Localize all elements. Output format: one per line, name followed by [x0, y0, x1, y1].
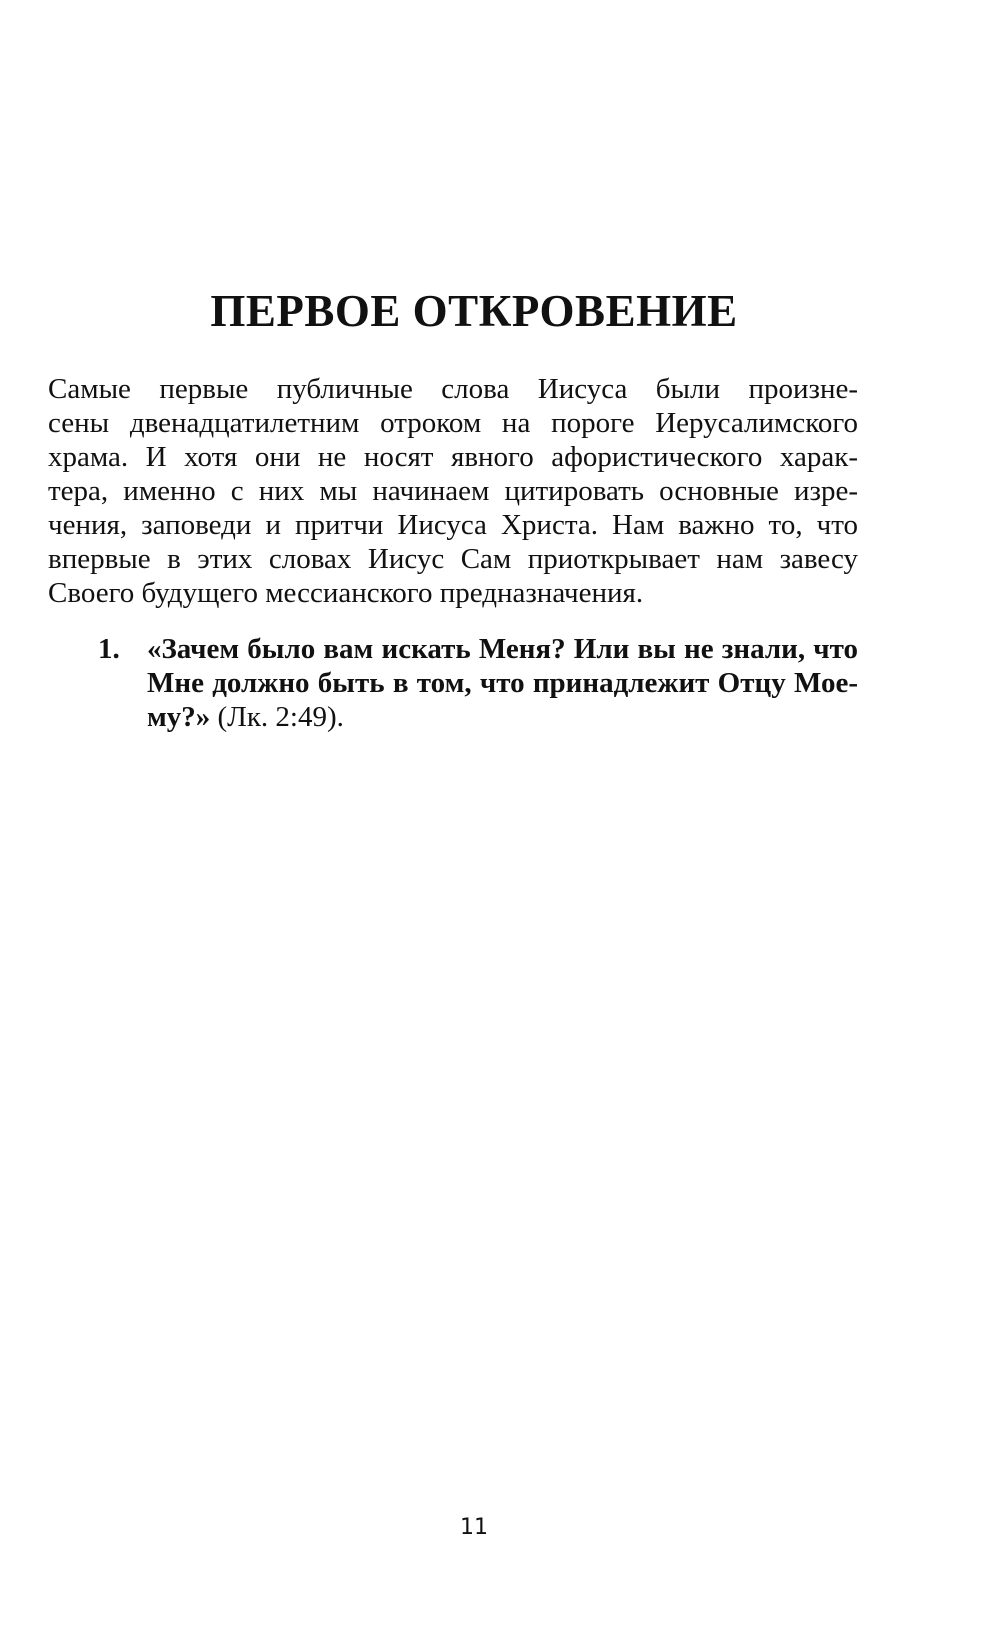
quote-last-line — [147, 700, 858, 734]
quote-reference: (Лк. 2:49). — [210, 701, 344, 733]
quote-text-end: му?» — [147, 701, 211, 733]
quote-line: Мне должно быть в том, что принадлежит Отцу Мое- — [147, 667, 858, 699]
paragraph-line: храма. И хотя они не носят явного афористического харак- — [48, 441, 858, 473]
paragraph-line: сены двенадцатилетним отроком на пороге Иерусалимского — [48, 407, 858, 439]
quote-line: «Зачем было вам искать Меня? Или вы не знали, что — [147, 633, 858, 665]
paragraph-line: впервые в этих словах Иисус Сам приоткрывает нам завесу — [48, 543, 858, 575]
paragraph-line: тера, именно с них мы начинаем цитировать основные изре- — [48, 475, 858, 507]
paragraph-line: Самые первые публичные слова Иисуса были произне- — [48, 373, 858, 405]
quote-number: 1. — [98, 633, 120, 665]
page-number: 11 — [460, 1515, 488, 1540]
chapter-title: ПЕРВОЕ ОТКРОВЕНИЕ — [210, 286, 738, 336]
paragraph-line: Своего будущего мессианского предназначения. — [48, 577, 644, 609]
paragraph-line: чения, заповеди и притчи Иисуса Христа. Нам важно то, что — [48, 509, 858, 541]
